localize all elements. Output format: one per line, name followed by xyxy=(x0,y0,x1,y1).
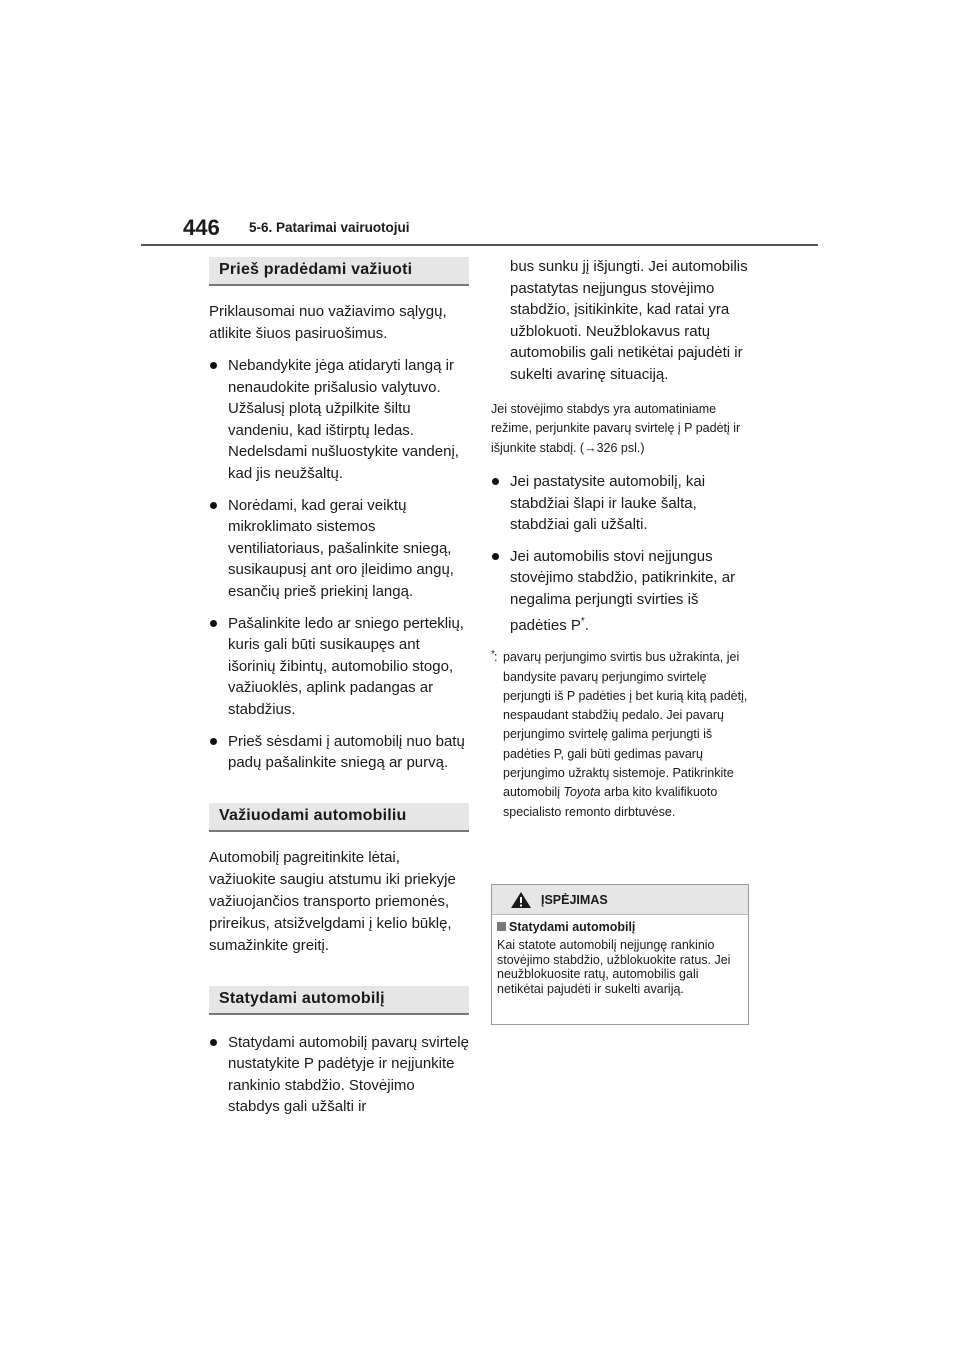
footnote-text-end: arba kito kvalifikuoto specialisto remonto dirbtuvėse. xyxy=(503,785,718,819)
bullet-window: Nebandykite jėga atidaryti langą ir nenaudokite prišalusio valytuvo. Užšalusį plotą užpilkite šiltu vandeniu, kad ištirptų ledas. Nedelsdami nušluostykite vandenį, kad jis neužšaltų. xyxy=(209,355,469,485)
bullet-ice-removal: Pašalinkite ledo ar sniego perteklių, kuris gali būti susikaupęs ant išorinių žibintų, automobilio stogo, važiuoklės, aplink padangas ar stabdžius. xyxy=(209,613,469,721)
shift-lever-end: . xyxy=(584,616,589,634)
driving-paragraph: Automobilį pagreitinkite lėtai, važiuokite saugiu atstumu iki priekyje važiuojančios transporto priemonės, prireikus, atsižvelgdami į kelio būklę, sumažinkite greitį. xyxy=(209,848,456,954)
chapter-title: 5-6. Patarimai vairuotojui xyxy=(249,220,410,235)
bullet-shoes: Prieš sėsdami į automobilį nuo batų padų pašalinkite sniegą ar purvą. xyxy=(209,731,469,774)
intro-paragraph: Priklausomai nuo važiavimo sąlygų, atlikite šiuos pasiruošimus. xyxy=(209,303,447,342)
auto-brake-note: Jei stovėjimo stabdys yra automatiniame režime, perjunkite pavarų svirtelę į P padėtį ir išjunkite stabdį. (→326 psl.) xyxy=(491,401,741,455)
bullet-shift-lever xyxy=(491,546,750,636)
page-number: 446 xyxy=(183,215,220,240)
warning-header xyxy=(492,885,748,915)
footnote xyxy=(491,648,750,822)
warning-box xyxy=(491,884,749,1025)
bullet-parking-brake: Statydami automobilį pavarų svirtelę nustatykite P padėtyje ir neįjunkite rankinio stabdžio. Stovėjimo stabdys gali užšalti ir xyxy=(209,1032,469,1118)
heading-driving: Važiuodami automobiliu xyxy=(209,803,469,832)
bullet-ventilation: Norėdami, kad gerai veiktų mikroklimato sistemos ventiliatoriaus, pašalinkite sniegą, susikaupusį ant oro įleidimo angų, esančių prieš priekinį langą. xyxy=(209,495,469,603)
footnote-mark: * xyxy=(491,649,495,661)
header-rule xyxy=(141,244,818,246)
warning-subtitle xyxy=(497,920,748,935)
parking-brake-continued: bus sunku jį išjungti. Jei automobilis pastatytas neįjungus stovėjimo stabdžio, įsitikinkite, kad ratai yra užblokuoti. Neužblokavus ratų automobilis gali netikėtai pajudėti ir sukelti avarinę situaciją. xyxy=(510,258,748,383)
square-bullet-icon xyxy=(497,922,506,931)
right-column xyxy=(491,256,750,822)
warning-title: ĮSPĖJIMAS xyxy=(541,893,608,907)
heading-parking: Statydami automobilį xyxy=(209,986,469,1015)
warning-subtitle-text: Statydami automobilį xyxy=(509,920,636,934)
left-column xyxy=(209,257,469,1118)
warning-body: Kai statote automobilį neįjungę rankinio stovėjimo stabdžio, užblokuokite ratus. Jei neužblokuosite ratų, automobilis gali netikėtai pajudėti ir sukelti avariją. xyxy=(497,938,731,996)
footnote-brand: Toyota xyxy=(563,785,601,800)
bullet-wet-brakes: Jei pastatysite automobilį, kai stabdžiai šlapi ir lauke šalta, stabdžiai gali užšalti. xyxy=(491,471,750,536)
footnote-colon: : xyxy=(494,650,498,665)
footnote-reference: * xyxy=(580,615,585,627)
heading-before-driving: Prieš pradėdami važiuoti xyxy=(209,257,469,286)
shift-lever-text: Jei automobilis stovi neįjungus stovėjimo stabdžio, patikrinkite, ar negalima perjungti svirties iš padėties P xyxy=(510,547,736,634)
footnote-text: pavarų perjungimo svirtis bus užrakinta, jei bandysite pavarų perjungimo svirtelę perjungti iš P padėties į bet kurią kitą padėtį, nespaudant stabdžių pedalo. Jei pavarų perjungimo svirtelę galima perjungti iš padėties P, gali būti gedimas pavarų perjungimo užraktų sistemoje. Patikrinkite automobilį xyxy=(503,650,748,800)
warning-triangle-icon xyxy=(510,891,532,914)
